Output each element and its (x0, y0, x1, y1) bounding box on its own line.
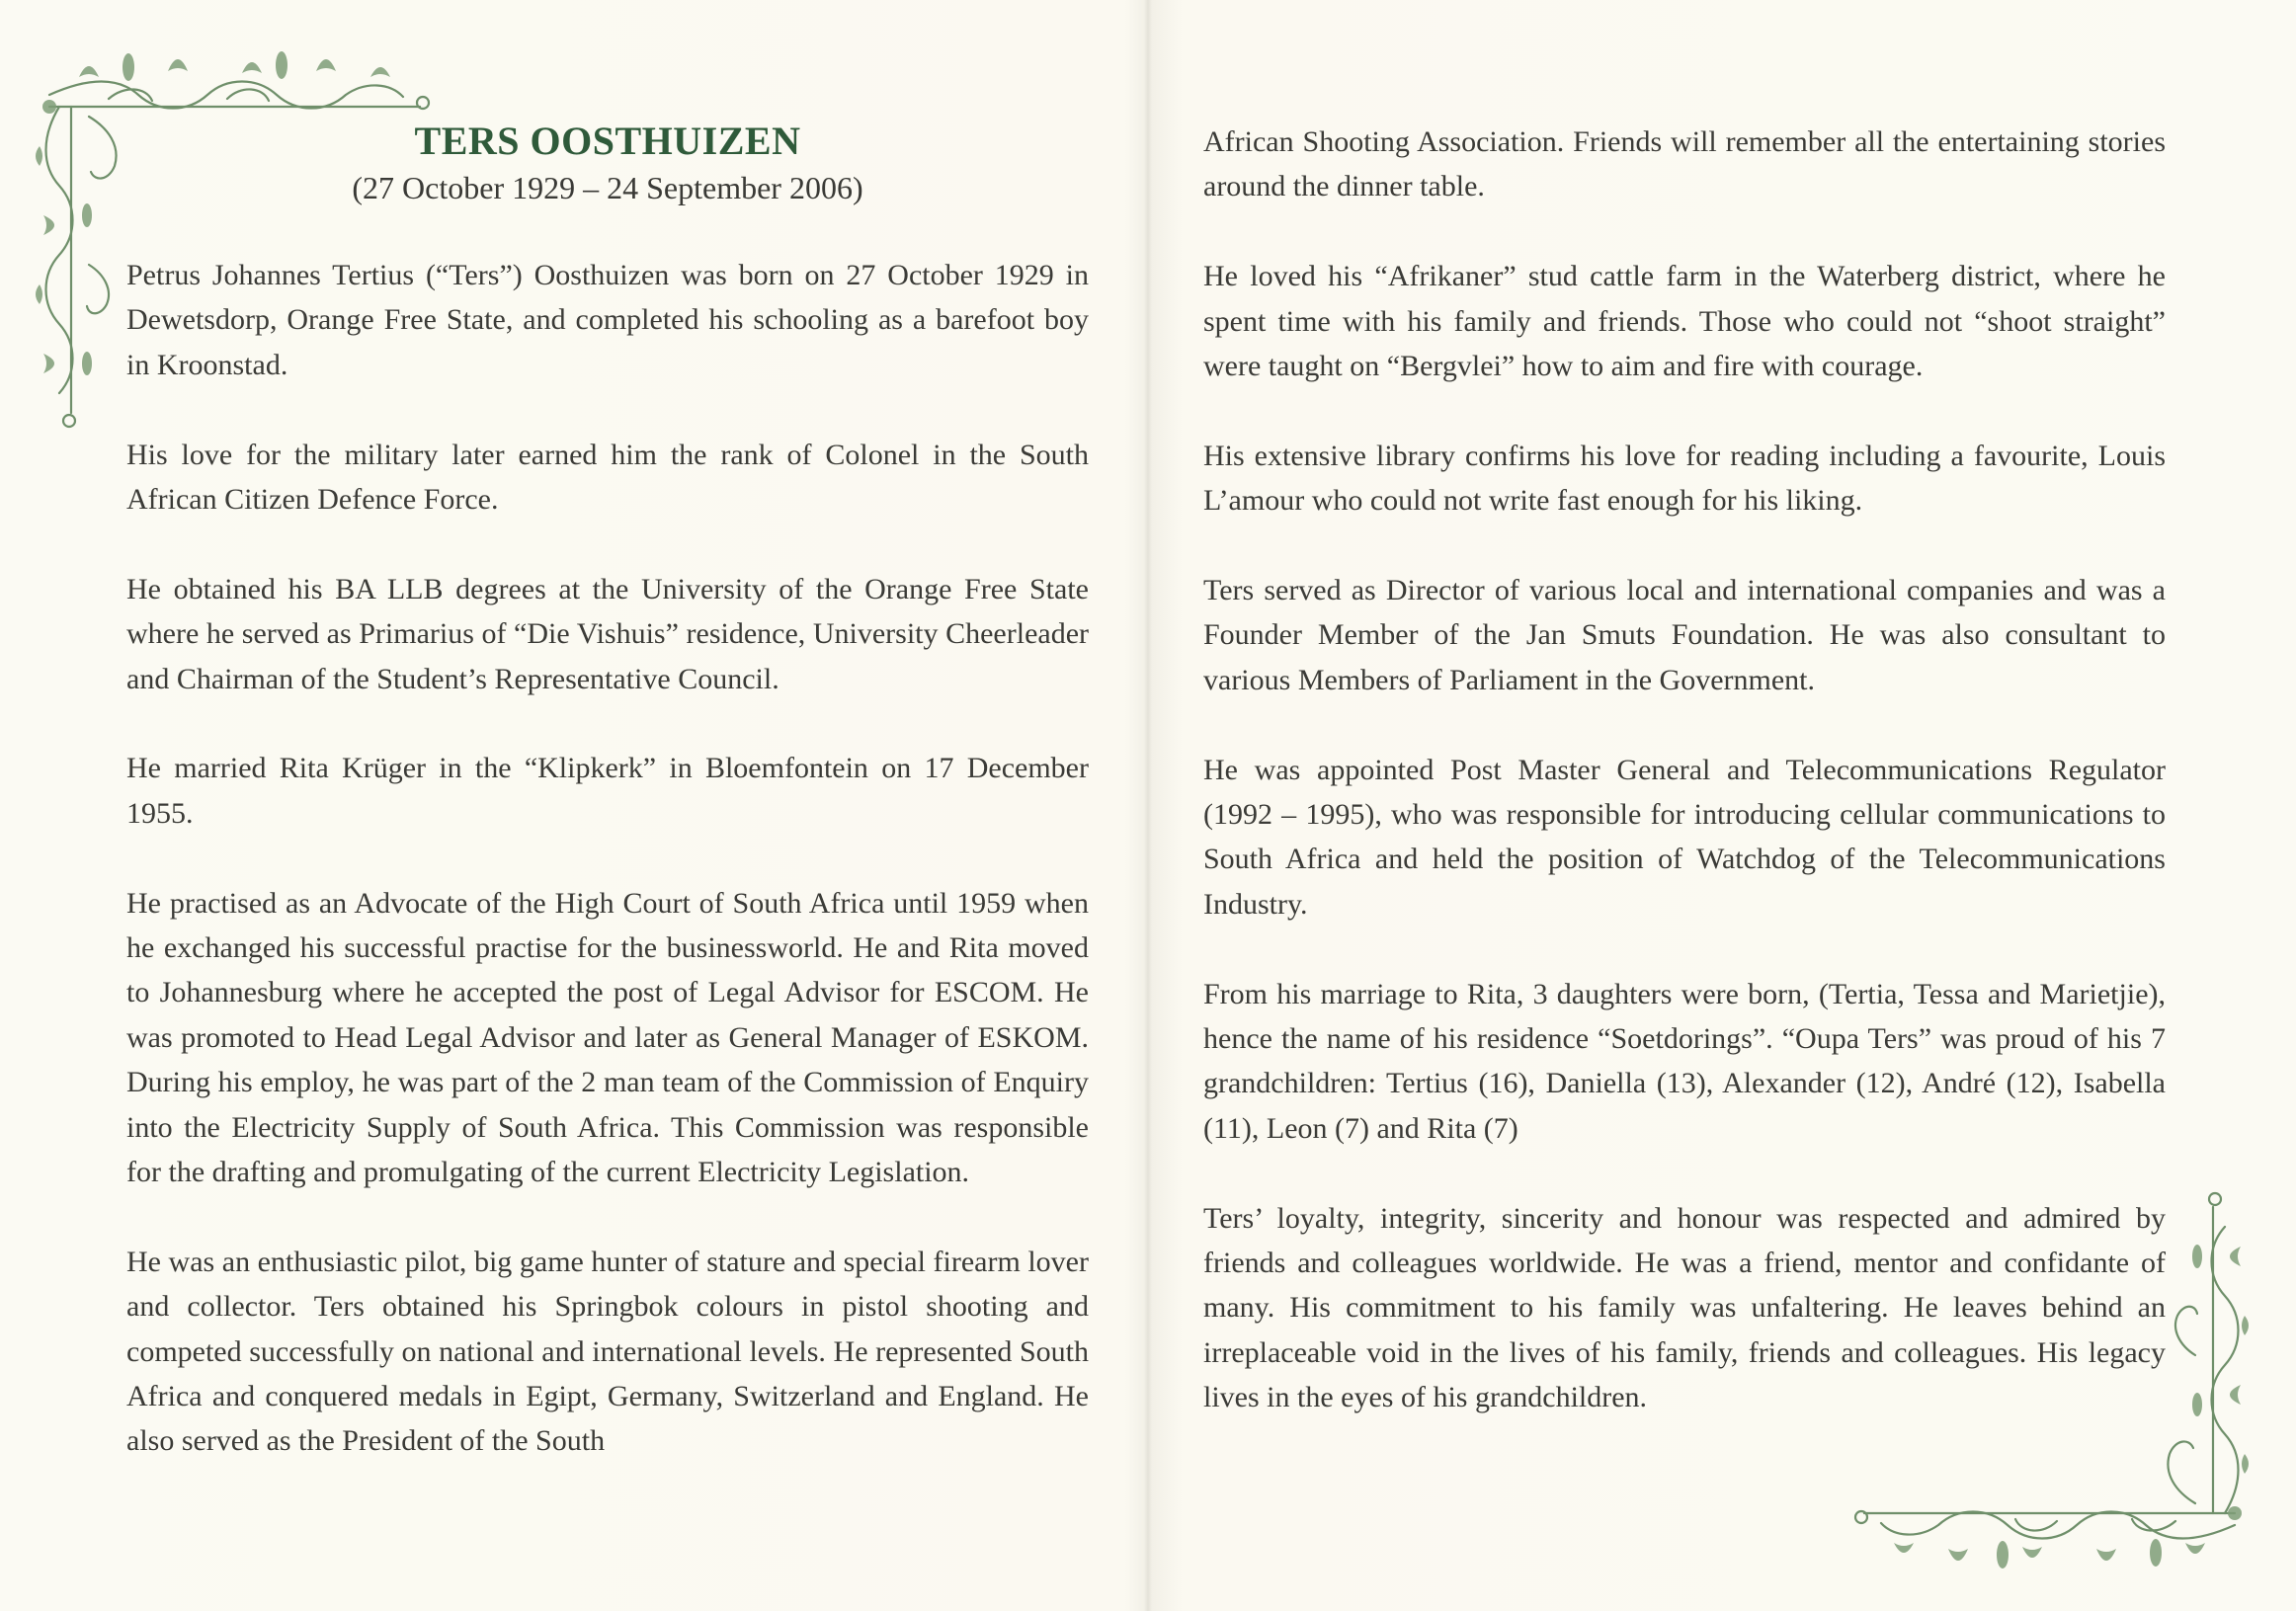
paragraph-birth: Petrus Johannes Tertius (“Ters”) Oosthuizen was born on 27 October 1929 in Dewetsdorp, Orange Free State, and completed his schooling as a barefoot boy in Kroonstad. (126, 259, 1089, 381)
paragraph-shooting-association: African Shooting Association. Friends will remember all the entertaining stories around the dinner table. (1203, 125, 2166, 203)
memorial-dates: (27 October 1929 – 24 September 2006) (352, 170, 863, 205)
floral-corner-ornament-bottom-icon (1840, 1177, 2255, 1582)
paragraph-postmaster: He was appointed Post Master General and Telecommunications Regulator (1992 – 1995), who was responsible for introducing cellular communications to South Africa and held the position of Watchdog of the Telecommunications Industry. (1203, 753, 2166, 921)
memorial-title: TERS OOSTHUIZEN (414, 119, 801, 163)
paragraph-directorships: Ters served as Director of various local and international companies and was a Founder Member of the Jan Smuts Foundation. He was also consultant to various Members of Parliament in the Government. (1203, 574, 2166, 696)
paragraph-hobbies: He was an enthusiastic pilot, big game hunter of stature and special firearm lover and collector. Ters obtained his Springbok colours in pistol shooting and competed successfully on national and international levels. He represented South Africa and conquered medals in Egipt, Germany, Switzerland and England. He also served as the President of the South (126, 1245, 1089, 1458)
paragraph-library: His extensive library confirms his love for reading including a favourite, Louis L’amour who could not write fast enough for his liking. (1203, 439, 2166, 518)
paragraph-career: He practised as an Advocate of the High Court of South Africa until 1959 when he exchanged his successful practise for the businessworld. He and Rita moved to Johannesburg where he accepted the post of Legal Advisor for ESCOM. He was promoted to Head Legal Advisor and later as General Manager of ESKOM. During his employ, he was part of the 2 man team of the Commission of Enquiry into the Electricity Supply of South Africa. This Commission was responsible for the drafting and promulgating of the current Electricity Legislation. (126, 886, 1089, 1189)
paragraph-family: From his marriage to Rita, 3 daughters were born, (Tertia, Tessa and Marietjie), hence the name of his residence “Soetdorings”. “Oupa Ters” was proud of his 7 grandchildren: Tertius (16), Daniella (13), Alexander (12), André (12), Isabella (11), Leon (7) and Rita (7) (1203, 977, 2166, 1145)
paragraph-farm: He loved his “Afrikaner” stud cattle farm in the Waterberg district, where he spent time with his family and friends. Those who could not “shoot straight” were taught on “Bergvlei” how to aim and fire with courage. (1203, 260, 2166, 383)
paragraph-marriage: He married Rita Krüger in the “Klipkerk” in Bloemfontein on 17 December 1955. (126, 752, 1089, 830)
left-text-column (126, 253, 1089, 1508)
paragraph-legacy: Ters’ loyalty, integrity, sincerity and honour was respected and admired by friends and colleagues worldwide. He was a friend, mentor and confidante of many. His commitment to his family was unfaltering. He leaves behind an irreplaceable void in the lives of his family, friends and colleagues. His legacy lives in the eyes of his grandchildren. (1203, 1201, 2166, 1414)
paragraph-military: His love for the military later earned him the rank of Colonel in the South African Citizen Defence Force. (126, 438, 1089, 517)
paragraph-education: He obtained his BA LLB degrees at the University of the Orange Free State where he served as Primarius of “Die Vishuis” residence, University Cheerleader and Chairman of the Student’s Representative Council. (126, 572, 1089, 695)
memorial-heading (227, 117, 988, 209)
